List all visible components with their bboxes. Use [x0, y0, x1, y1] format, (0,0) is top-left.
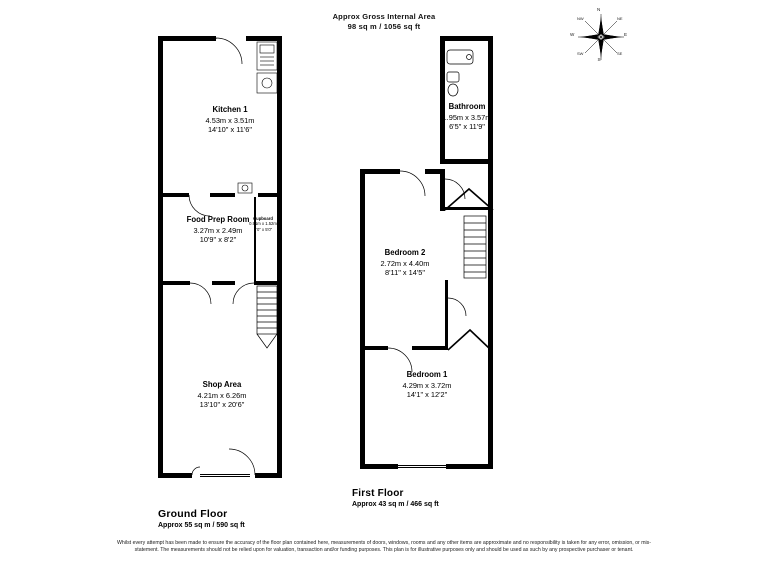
gross-area-line1: Approx Gross Internal Area: [332, 12, 436, 21]
gross-area-line2: 98 sq m / 1056 sq ft: [347, 22, 421, 31]
compass-label-nw: NW: [577, 16, 584, 21]
compass-label-se: SE: [617, 51, 623, 56]
compass-label-sw: SW: [577, 51, 584, 56]
ground-floor-caption: [158, 508, 245, 529]
room-label-bathroom: Bathroom 1.95m x 3.57m 6'5" x 11'9": [442, 102, 492, 132]
compass-label-n: N: [597, 7, 601, 12]
compass-icon: [566, 8, 636, 66]
compass-label-ne: NE: [617, 16, 623, 21]
room-label-bedroom-2: Bedroom 2 2.72m x 4.40m 8'11" x 14'5": [380, 248, 430, 278]
room-label-kitchen-1: Kitchen 1 4.53m x 3.51m 14'10" x 11'6": [205, 105, 255, 135]
room-label-shop-area: Shop Area 4.21m x 6.26m 13'10" x 20'6": [197, 380, 247, 410]
room-label-bedroom-1: Bedroom 1 4.29m x 3.72m 14'1" x 12'2": [402, 370, 452, 400]
ground-floor-plan: [150, 30, 310, 495]
ground-floor-title: Ground Floor: [158, 508, 228, 520]
first-floor-caption: [352, 488, 439, 508]
ground-floor-area: Approx 55 sq m / 590 sq ft: [158, 522, 245, 529]
first-floor-plan: [352, 30, 512, 485]
room-label-food-prep-room: Food Prep Room 3.27m x 2.49m 10'9" x 8'2": [186, 215, 250, 245]
page-title: [0, 12, 768, 32]
compass-label-e: E: [624, 32, 628, 37]
compass-label-s: S: [597, 57, 601, 62]
disclaimer-text: Whilst every attempt has been made to ensure the accuracy of the floor plan contained here, measurements of doors, windows, rooms and any other items are approximate and no responsibility is taken for any error, omission, or mis-statement. The measurements should not be relied upon for valuation, transaction and/or funding purposes. This plan is for illustrative purposes only and should be used as such by any prospective purchaser or tenant.: [117, 540, 651, 554]
room-label-cupboard: Cupboard 0.91m x 1.52m 3'0" x 5'0": [249, 216, 277, 232]
first-floor-area: Approx 43 sq m / 466 sq ft: [352, 501, 439, 508]
compass-label-w: W: [570, 32, 575, 37]
ground-floor-linework: [150, 30, 310, 495]
first-floor-title: First Floor: [352, 488, 404, 499]
